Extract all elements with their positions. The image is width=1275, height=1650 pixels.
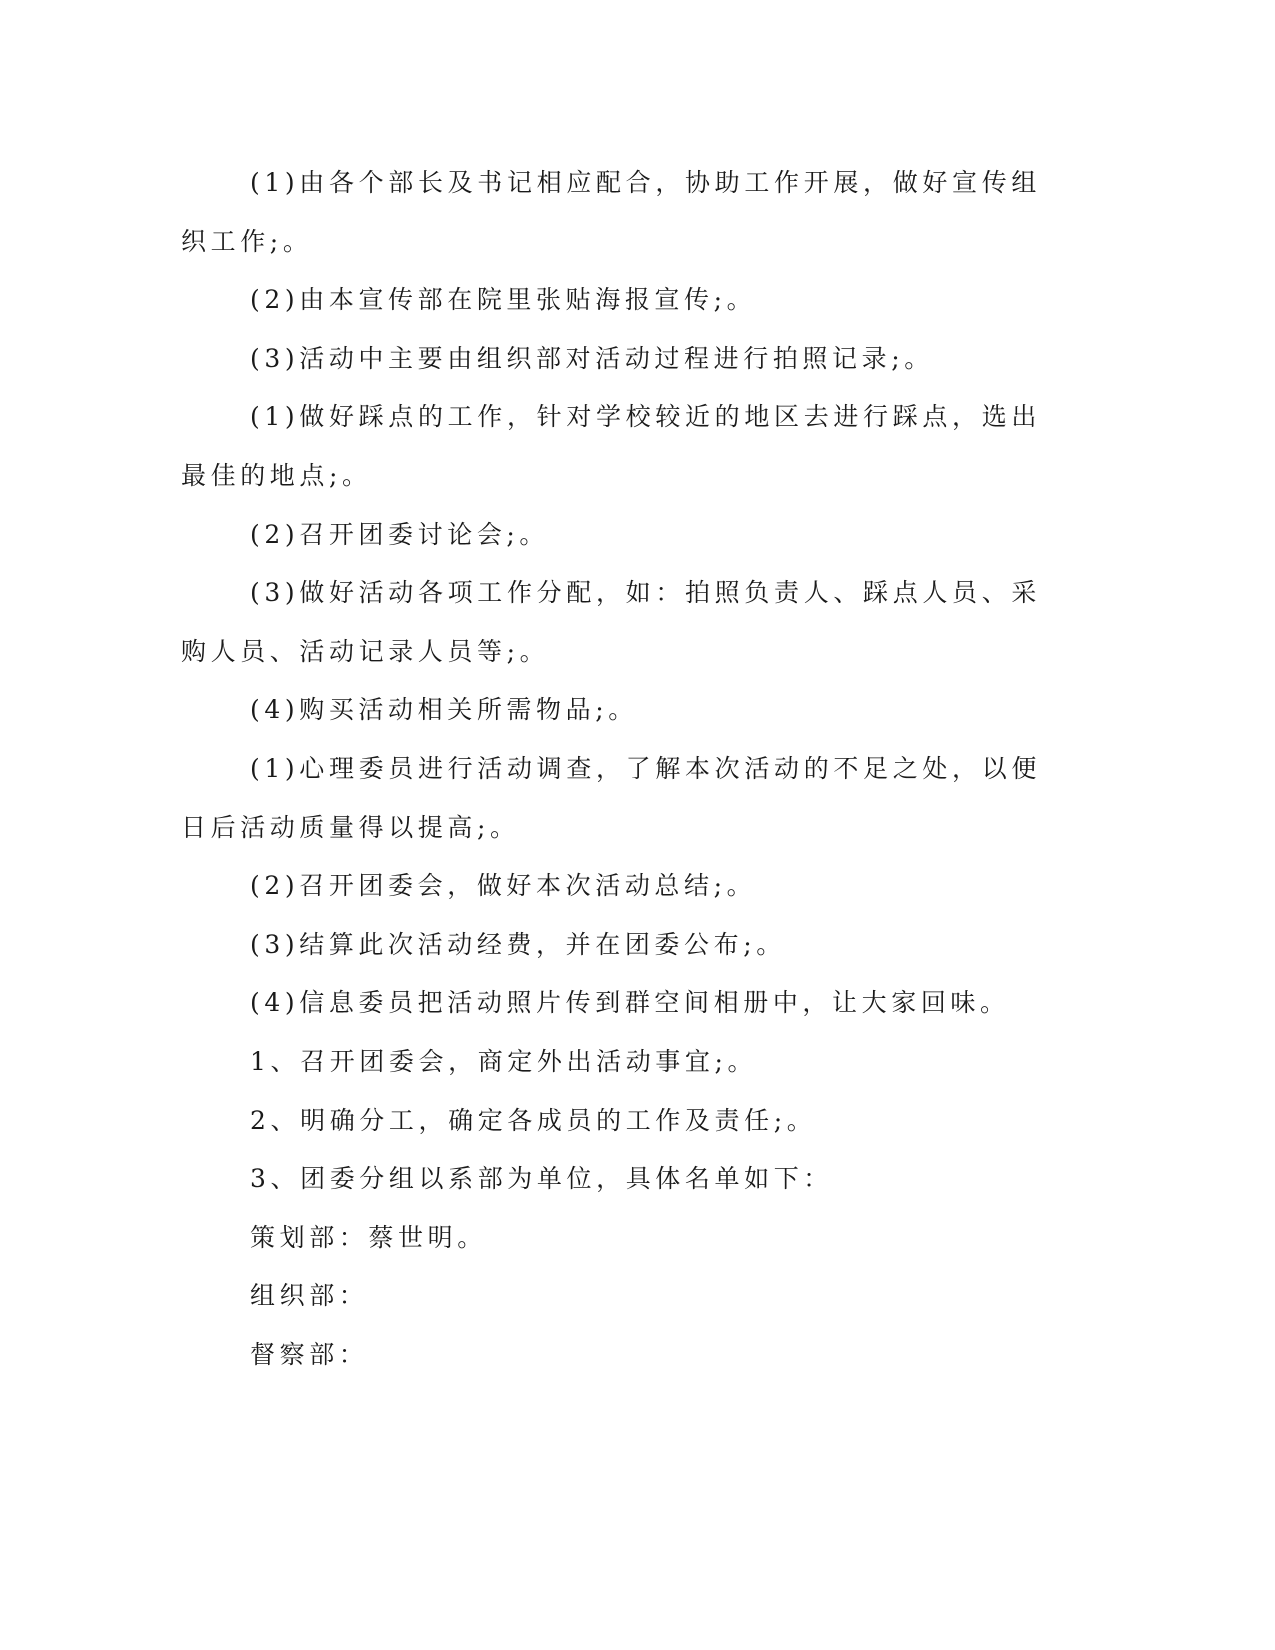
paragraph: (1)由各个部长及书记相应配合，协助工作开展，做好宣传组织工作;。 — [181, 168, 1041, 256]
paragraph: (4)购买活动相关所需物品;。 — [250, 695, 638, 725]
paragraph: (2)召开团委会，做好本次活动总结;。 — [250, 871, 757, 901]
paragraph: (1)心理委员进行活动调查，了解本次活动的不足之处，以便日后活动质量得以提高;。 — [181, 753, 1041, 842]
paragraph: (1)做好踩点的工作，针对学校较近的地区去进行踩点，选出最佳的地点;。 — [181, 402, 1041, 490]
document-body — [181, 154, 1041, 1384]
paragraph: 1、召开团委会，商定外出活动事宜;。 — [250, 1046, 758, 1076]
paragraph: 策划部：蔡世明。 — [250, 1222, 487, 1252]
paragraph: (4)信息委员把活动照片传到群空间相册中，让大家回味。 — [250, 988, 1010, 1018]
paragraph: (3)做好活动各项工作分配，如：拍照负责人、踩点人员、采购人员、活动记录人员等;。 — [181, 578, 1041, 666]
paragraph: (3)活动中主要由组织部对活动过程进行拍照记录;。 — [250, 343, 934, 373]
paragraph: (2)由本宣传部在院里张贴海报宣传;。 — [250, 285, 757, 315]
paragraph: 3、团委分组以系部为单位，具体名单如下： — [250, 1164, 833, 1194]
paragraph: 组织部： — [250, 1281, 369, 1311]
paragraph: 督察部： — [250, 1339, 369, 1369]
paragraph: (2)召开团委讨论会;。 — [250, 519, 550, 549]
paragraph: 2、明确分工，确定各成员的工作及责任;。 — [250, 1105, 817, 1135]
paragraph: (3)结算此次活动经费，并在团委公布;。 — [250, 929, 786, 959]
